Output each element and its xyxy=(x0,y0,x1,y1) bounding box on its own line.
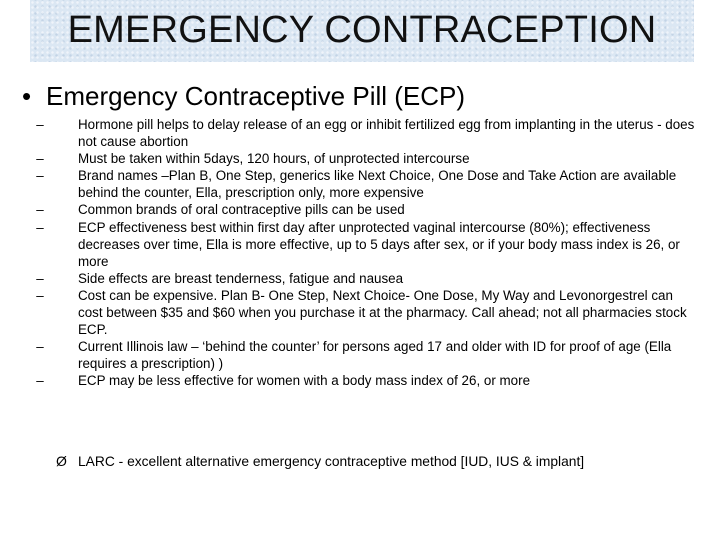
list-item xyxy=(30,287,698,338)
list-item xyxy=(30,372,698,389)
list-item-text: Hormone pill helps to delay release of an egg or inhibit fertilized egg from implanting in the uterus - does not cause abortion xyxy=(78,117,695,150)
list-item-text: Current Illinois law – ‘behind the counter’ for persons aged 17 and older with ID for proof of age (Ella requires a prescription) ) xyxy=(78,339,672,372)
arrow-bullet-icon: Ø xyxy=(56,453,67,469)
list-item-text: Cost can be expensive. Plan B- One Step, Next Choice- One Dose, My Way and Levonorgestrel can cost between $35 and $60 when you purchase it at the pharmacy. Call ahead; not all pharmacies stock ECP. xyxy=(78,287,687,338)
list-item xyxy=(30,338,698,372)
list-item xyxy=(30,150,698,167)
list-item xyxy=(30,201,698,218)
larc-bullet xyxy=(56,452,584,471)
list-item xyxy=(30,219,698,270)
list-item-text: Must be taken within 5days, 120 hours, of unprotected intercourse xyxy=(78,151,470,167)
larc-text: LARC - excellent alternative emergency contraceptive method [IUD, IUS & implant] xyxy=(78,454,585,469)
dash-icon: – xyxy=(36,339,44,355)
list-item xyxy=(30,116,698,150)
list-item xyxy=(30,167,698,201)
main-bullet xyxy=(22,80,465,112)
title-banner xyxy=(30,0,694,62)
dash-icon: – xyxy=(36,287,44,303)
dash-icon: – xyxy=(36,202,44,218)
sub-bullet-list xyxy=(30,116,698,390)
dash-icon: – xyxy=(36,151,44,167)
list-item-text: ECP effectiveness best within first day after unprotected vaginal intercourse (80%); effectiveness decreases over time, Ella is more effective, up to 5 days after sex, or if your body mass index is 26, or more xyxy=(78,219,680,269)
main-bullet-text: Emergency Contraceptive Pill (ECP) xyxy=(46,81,466,111)
dash-icon: – xyxy=(36,373,44,389)
list-item-text: Brand names –Plan B, One Step, generics like Next Choice, One Dose and Take Action are available behind the counter, Ella, prescription only, more expensive xyxy=(78,168,677,201)
list-item-text: ECP may be less effective for women with a body mass index of 26, or more xyxy=(78,373,531,389)
list-item xyxy=(30,270,698,287)
dash-icon: – xyxy=(36,117,44,132)
dash-icon: – xyxy=(36,168,44,184)
list-item-text: Common brands of oral contraceptive pills can be used xyxy=(78,202,405,218)
list-item-text: Side effects are breast tenderness, fatigue and nausea xyxy=(78,270,404,286)
dash-icon: – xyxy=(36,270,44,286)
dash-icon: – xyxy=(36,219,44,235)
bullet-icon: • xyxy=(22,81,32,111)
slide-title: EMERGENCY CONTRACEPTION xyxy=(67,9,657,51)
